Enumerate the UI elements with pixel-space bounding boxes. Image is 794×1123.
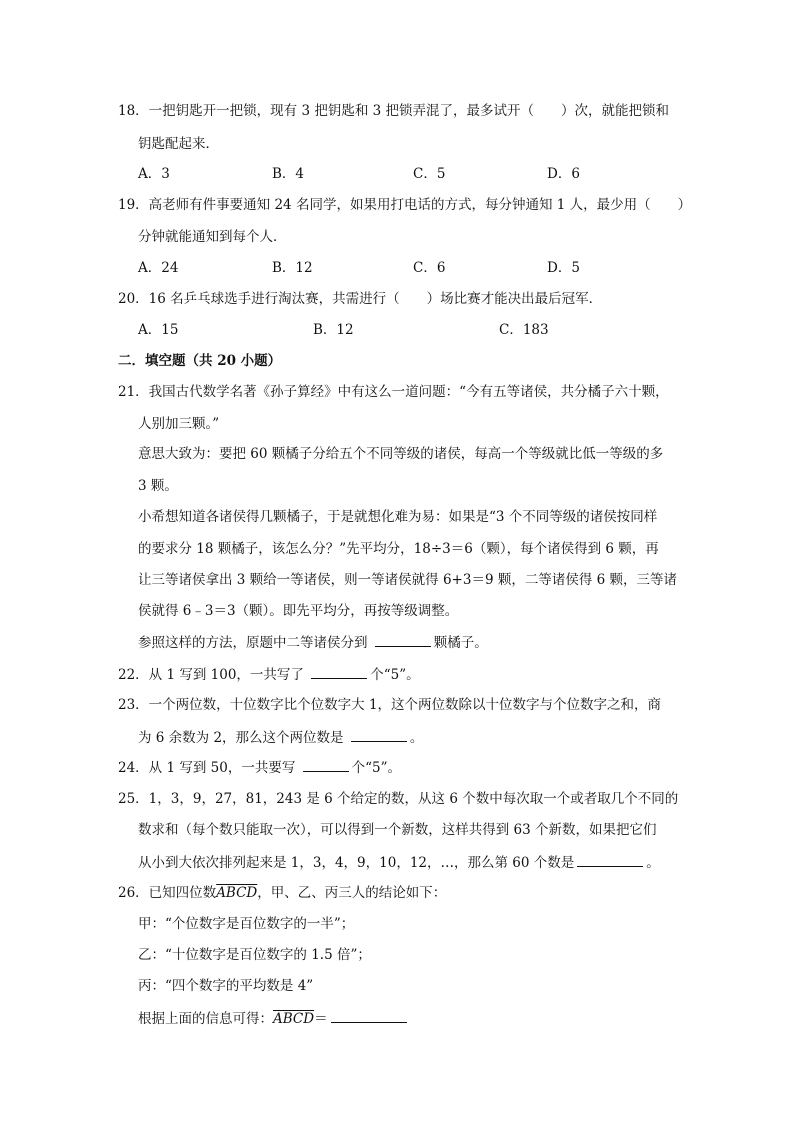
q21-line2: 人别加三颗。” <box>138 416 220 432</box>
q23-answer-blank[interactable] <box>351 727 407 742</box>
q21-line5: 小希想知道各诸侯得几颗橘子，于是就想化难为易：如果是“3 个不同等级的诸侯按同样 <box>138 509 658 525</box>
q19-line1: 19．高老师有件事要通知 24 名同学，如果用打电话的方式，每分钟通知 1 人，最少用（ ） <box>118 197 692 213</box>
q26-final <box>138 1008 410 1029</box>
q21-line1: 21．我国古代数学名著《孙子算经》中有这么一道问题：“今有五等诸侯，共分橘子六十颗， <box>118 384 669 400</box>
q26-answer-blank[interactable] <box>331 1008 407 1023</box>
q24-prefix: 24．从 1 写到 50，一共要写 <box>118 760 300 776</box>
q26-prefix: 26．已知四位数 <box>118 885 217 901</box>
q25-line3-prefix: 从小到大依次排列起来是 1，3，4，9，10，12，…，那么第 60 个数是 <box>138 855 575 871</box>
q22-prefix: 22．从 1 写到 100，一共写了 <box>118 667 309 683</box>
q21-line3: 意思大致为：要把 60 颗橘子分给五个不同等级的诸侯，每高一个等级就比低一等级的多 <box>138 446 664 462</box>
q25-line2: 数求和（每个数只能取一次），可以得到一个新数，这样共得到 63 个新数，如果把它们 <box>138 822 657 838</box>
section-heading: 二．填空题（共 20 小题） <box>118 353 282 369</box>
q18-line1: 18．一把钥匙开一把锁，现有 3 把钥匙和 3 把锁弄混了，最多试开（ ）次，就能把锁和 <box>118 103 670 119</box>
q18-line2: 钥匙配起来． <box>138 136 219 152</box>
q19-option-d: D．5 <box>547 260 580 276</box>
q20-line1: 20．16 名乒乓球选手进行淘汰赛，共需进行（ ）场比赛才能决出最后冠军． <box>118 291 603 307</box>
q18-option-a: A．3 <box>138 166 170 182</box>
q18-option-b: B．4 <box>272 166 305 182</box>
q22-suffix: 个“5”。 <box>370 667 420 683</box>
q25-line1: 25．1，3，9，27，81，243 是 6 个给定的数，从这 6 个数中每次取一个或者取几个不同的 <box>118 791 679 807</box>
q18-option-c: C．5 <box>413 166 446 182</box>
q26-final-abcd: ABCD <box>273 1011 315 1027</box>
q23-line1: 23．一个两位数，十位数字比个位数字大 1，这个两位数除以十位数字与个位数字之和，商 <box>118 697 662 713</box>
q20-option-a: A．15 <box>138 322 179 338</box>
q23-line2 <box>138 727 423 748</box>
q19-option-b: B．12 <box>272 260 313 276</box>
q21-line8: 侯就得 6﹣3＝3（颗）。即先平均分，再按等级调整。 <box>138 603 459 619</box>
q26-line1 <box>118 883 446 903</box>
q26-bing: 丙：“四个数字的平均数是 4” <box>138 978 314 994</box>
q21-line9 <box>138 632 488 653</box>
q18-option-d: D．6 <box>547 166 580 182</box>
q25-line3-suffix: 。 <box>646 855 660 871</box>
q21-line6: 的要求分 18 颗橘子，该怎么分？”先平均分，18÷3＝6（颗），每个诸侯得到 6 颗，再 <box>138 541 659 557</box>
q21-line9-prefix: 参照这样的方法，原题中二等诸侯分到 <box>138 635 372 651</box>
q23-line2-prefix: 为 6 余数为 2，那么这个两位数是 <box>138 730 348 746</box>
q20-option-c: C．183 <box>499 322 549 338</box>
q22-line <box>118 664 420 685</box>
q26-final-equals: ＝ <box>314 1011 328 1027</box>
q20-option-b: B．12 <box>313 322 354 338</box>
q21-line4: 3 颗。 <box>138 478 178 494</box>
q26-suffix: ，甲、乙、丙三人的结论如下： <box>257 885 447 901</box>
q26-jia: 甲：“个位数字是百位数字的一半”； <box>138 916 355 932</box>
q22-answer-blank[interactable] <box>311 664 367 679</box>
q26-abcd-overline: ABCD <box>216 885 258 901</box>
q23-line2-suffix: 。 <box>409 730 424 746</box>
q25-line3 <box>138 852 660 873</box>
q21-line7: 让三等诸侯拿出 3 颗给一等诸侯，则一等诸侯就得 6+3＝9 颗，二等诸侯得 6 颗，三等诸 <box>138 572 678 588</box>
q25-answer-blank[interactable] <box>577 852 643 867</box>
q24-line <box>118 757 401 778</box>
q24-answer-blank[interactable] <box>303 757 349 772</box>
q24-suffix: 个“5”。 <box>351 760 402 776</box>
q19-option-a: A．24 <box>138 260 179 276</box>
q26-final-prefix: 根据上面的信息可得： <box>138 1011 273 1027</box>
q26-yi: 乙：“十位数字是百位数字的 1.5 倍”； <box>138 947 371 963</box>
q21-answer-blank[interactable] <box>375 632 431 647</box>
q21-line9-suffix: 颗橘子。 <box>433 635 488 651</box>
q19-option-c: C．6 <box>413 260 446 276</box>
q19-line2: 分钟就能通知到每个人． <box>138 229 287 245</box>
